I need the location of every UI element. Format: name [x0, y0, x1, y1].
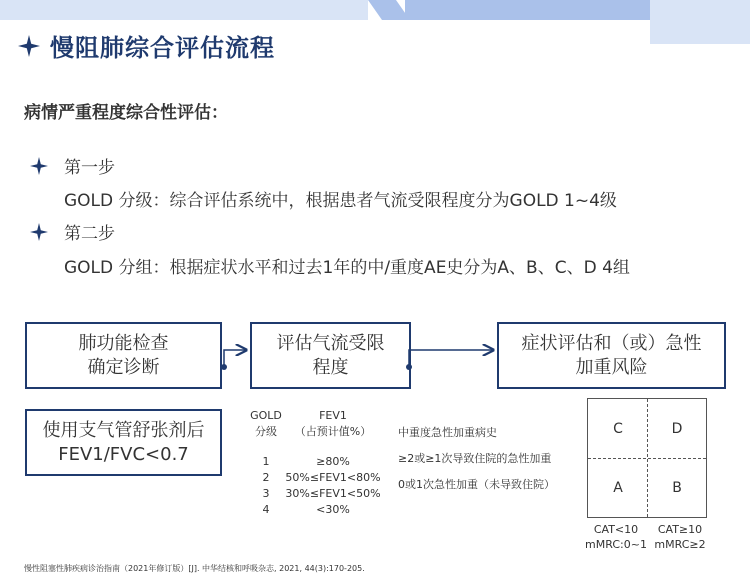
gold-fev1-1: ≥80% [316, 454, 350, 468]
flow-box-fev1fvc-line-1: 使用支气管舒张剂后 [42, 420, 205, 442]
arrow-2 [406, 350, 493, 370]
gold-grade-2: 2 [262, 470, 270, 484]
gold-fev1-column [283, 408, 383, 518]
gold-fev1-4: <30% [316, 502, 350, 516]
gold-header-2b: （占预计值%） [294, 424, 372, 438]
grid-cell-a: A [613, 480, 623, 496]
gold-fev1-3: 30%≤FEV1<50% [285, 486, 381, 500]
flow-box-spirometry-line-2: 确定诊断 [87, 356, 160, 378]
grid-x-label-low [583, 523, 649, 553]
flow-box-airflow-line-1: 评估气流受限 [276, 333, 385, 355]
grid-x-label-high-2: mMRC≥2 [654, 537, 706, 551]
citation: 慢性阻塞性肺疾病诊治指南（2021年修订版）[J]. 中华结核和呼吸杂志, 2021, 44(3):170-205. [24, 564, 365, 573]
gold-grade-column [245, 408, 287, 518]
step-1-label: 第一步 [64, 158, 115, 178]
gold-header-2a: FEV1 [319, 409, 347, 422]
grid-x-label-low-2: mMRC:0~1 [585, 537, 647, 551]
gold-header-1a: GOLD [250, 409, 282, 422]
step-1-description: GOLD 分级：综合评估系统中，根据患者气流受限程度分为GOLD 1~4级 [64, 191, 617, 211]
section-subtitle: 病情严重程度综合性评估： [24, 103, 228, 123]
grid-cell-c: C [613, 421, 623, 437]
flow-box-symptoms-line-2: 加重风险 [575, 356, 648, 378]
exacerbation-high: ≥2或≥1次导致住院的急性加重 [398, 452, 552, 465]
grid-cell-b: B [672, 480, 682, 496]
flow-box-fev1fvc-line-2: FEV1/FVC<0.7 [58, 443, 189, 465]
step-2-label: 第二步 [64, 224, 115, 244]
abcd-grid [587, 398, 707, 518]
page-title: 慢阻肺综合评估流程 [50, 34, 275, 62]
gold-header-1b: 分级 [255, 424, 277, 438]
flow-box-symptoms-line-1: 症状评估和（或）急性 [521, 333, 702, 355]
gold-grade-4: 4 [262, 502, 270, 516]
gold-fev1-2: 50%≤FEV1<80% [285, 470, 381, 484]
grid-cell-d: D [671, 421, 683, 437]
arrow-1 [221, 350, 246, 370]
grid-x-label-low-1: CAT<10 [593, 523, 639, 536]
grid-x-label-high-1: CAT≥10 [657, 523, 703, 536]
flow-box-spirometry-line-1: 肺功能检查 [78, 333, 169, 355]
exacerbation-title: 中重度急性加重病史 [398, 426, 497, 439]
gold-grade-1: 1 [262, 454, 270, 468]
gold-grade-3: 3 [262, 486, 270, 500]
step-2-description: GOLD 分组：根据症状水平和过去1年的中/重度AE史分为A、B、C、D 4组 [64, 258, 630, 278]
grid-x-label-high [648, 523, 712, 553]
flow-box-airflow-line-2: 程度 [312, 356, 349, 378]
exacerbation-low: 0或1次急性加重（未导致住院） [398, 478, 555, 491]
